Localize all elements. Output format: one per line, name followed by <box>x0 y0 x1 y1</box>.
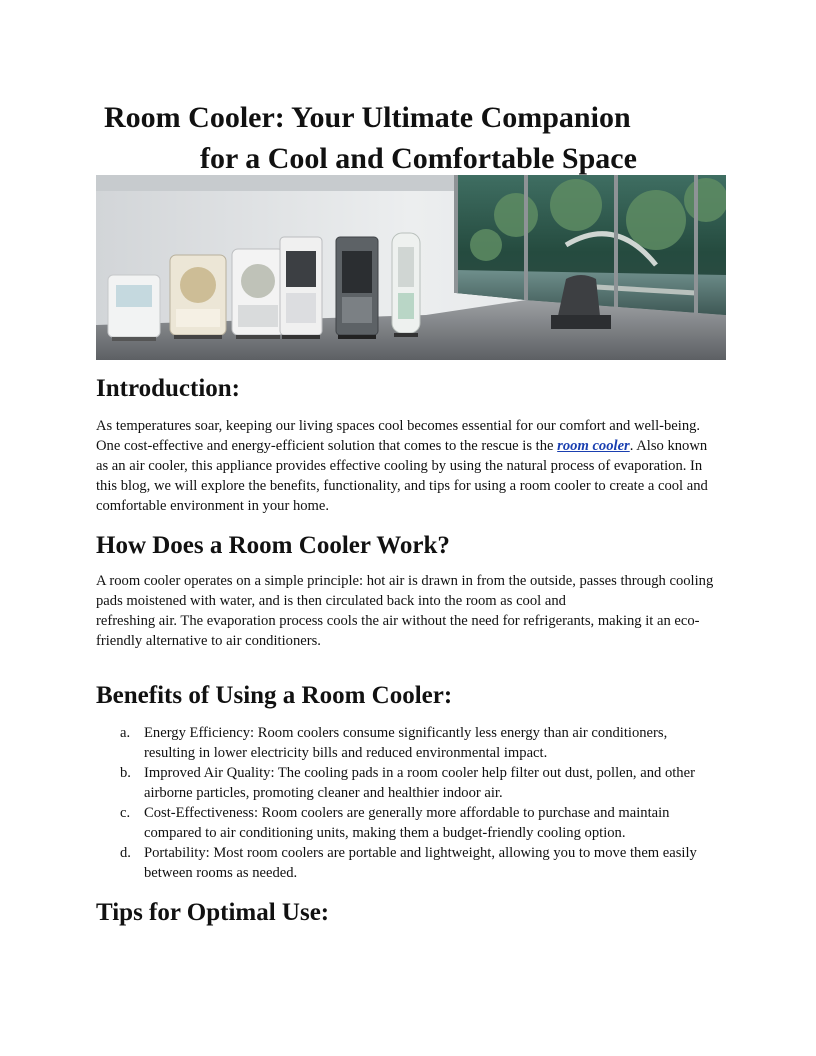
list-item <box>96 803 720 843</box>
section-heading-introduction: Introduction: <box>96 375 241 402</box>
list-item <box>96 723 720 763</box>
benefits-list <box>96 723 720 883</box>
list-marker: a. <box>120 725 131 741</box>
list-item-text: Cost-Effectiveness: Room coolers are generally more affordable to purchase and maintain compared to air conditioning units, making them a budget-friendly cooling option. <box>144 805 670 841</box>
list-item-text: Improved Air Quality: The cooling pads in a room cooler help filter out dust, pollen, and other airborne particles, promoting cleaner and healthier indoor air. <box>144 765 695 801</box>
intro-text-end: . Also known as an air cooler, this appliance provides effective cooling by using the natural process of evaporation. In this blog, we will explore the benefits, functionality, and tips for using a room cooler to create a cool and comfortable environment in your home. <box>96 438 708 514</box>
list-item-text: Energy Efficiency: Room coolers consume significantly less energy than air conditioners, resulting in lower electricity bills and reduced environmental impact. <box>144 725 668 761</box>
list-item <box>96 763 720 803</box>
section-heading-tips: Tips for Optimal Use: <box>96 899 330 926</box>
list-item-text: Portability: Most room coolers are portable and lightweight, allowing you to move them easily between rooms as needed. <box>144 845 697 881</box>
list-marker: d. <box>120 845 131 861</box>
intro-paragraph <box>96 416 720 516</box>
hero-image-room-coolers <box>96 175 726 360</box>
list-marker: c. <box>120 805 131 821</box>
title-line-2: for a Cool and Comfortable Space <box>200 142 637 175</box>
page-title <box>96 97 756 179</box>
list-marker: b. <box>120 765 131 781</box>
room-cooler-link[interactable]: room cooler <box>557 438 630 454</box>
how-paragraph <box>96 571 720 651</box>
intro-text-start: As temperatures soar, keeping our living spaces cool becomes essential for our comfort and well-being. One cost-effective and energy-efficient solution that comes to the rescue is the <box>96 418 701 454</box>
list-item <box>96 843 720 883</box>
section-heading-how-it-works: How Does a Room Cooler Work? <box>96 532 450 559</box>
how-text-part-2: refreshing air. The evaporation process cools the air without the need for refrigerants, making it an eco-friendly alternative to air conditioners. <box>96 613 700 649</box>
title-line-1: Room Cooler: Your Ultimate Companion <box>104 101 631 134</box>
section-heading-benefits: Benefits of Using a Room Cooler: <box>96 682 453 709</box>
how-text-part-1: A room cooler operates on a simple principle: hot air is drawn in from the outside, passes through cooling pads moistened with water, and is then circulated back into the room as cool and <box>96 573 714 609</box>
